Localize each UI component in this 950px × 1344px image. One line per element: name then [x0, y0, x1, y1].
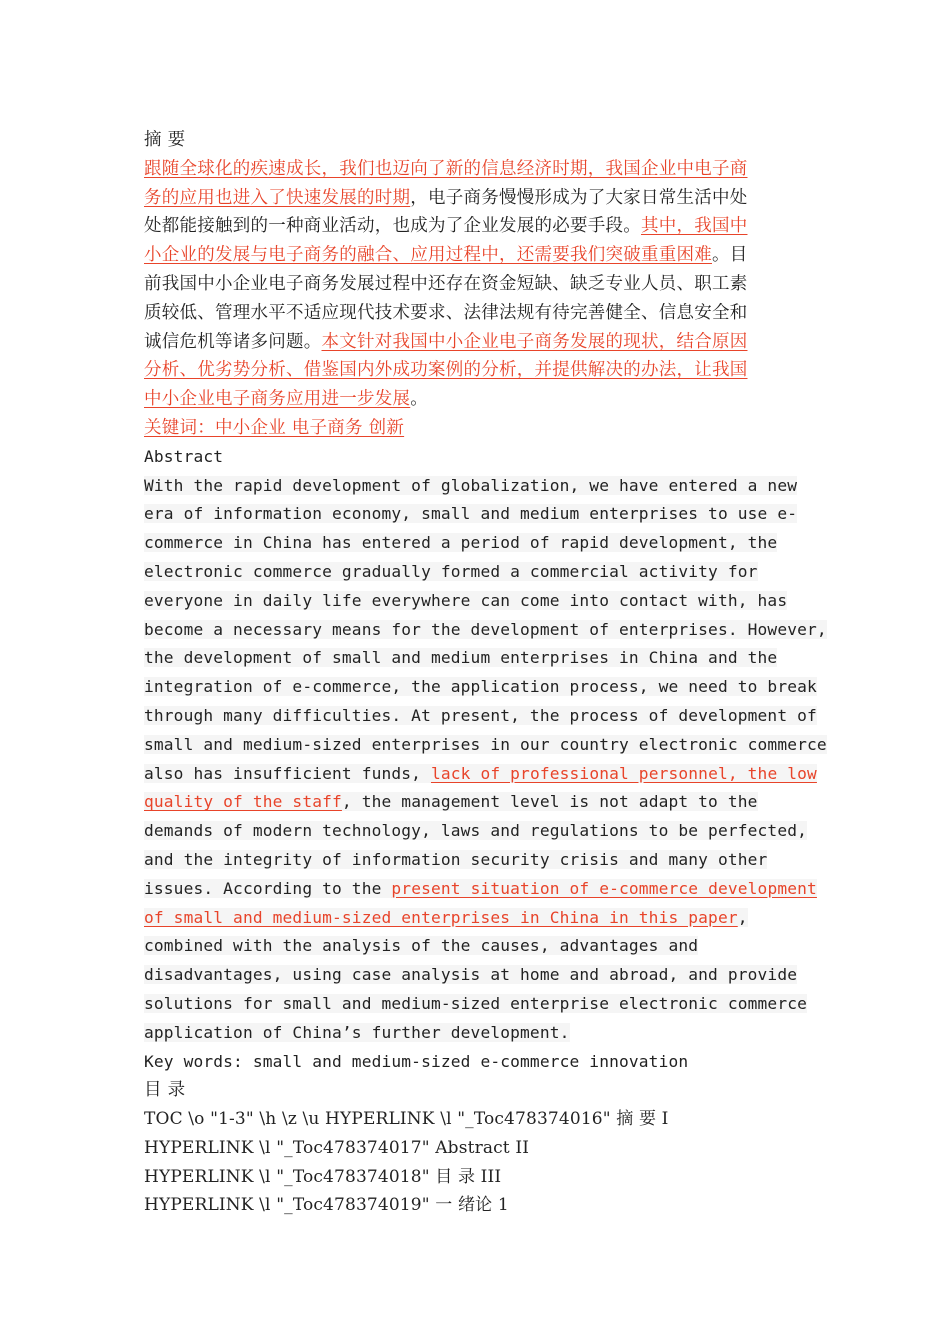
abstract-en-text: everyone in daily life everywhere can come into contact with, has	[144, 590, 788, 610]
abstract-cn-highlighted-text[interactable]: 中小企业电子商务应用进一步发展	[144, 389, 411, 410]
abstract-en-line	[144, 644, 810, 673]
abstract-en-text: through many difficulties. At present, the process of development of	[144, 705, 817, 725]
abstract-en-line	[144, 760, 817, 789]
abstract-en-line	[144, 817, 810, 846]
abstract-cn-highlighted-text[interactable]: 分析、优劣势分析、借鉴国内外成功案例的分析，并提供解决的办法，让我国	[144, 360, 748, 381]
abstract-en-line	[144, 587, 810, 616]
abstract-cn-line	[144, 270, 810, 299]
abstract-en-line	[144, 788, 810, 817]
abstract-en-text: combined with the analysis of the causes, advantages and	[144, 936, 699, 956]
abstract-en-line	[144, 616, 827, 645]
abstract-cn-line	[144, 241, 810, 270]
abstract-cn-line	[144, 212, 810, 241]
abstract-cn-line	[144, 299, 810, 328]
abstract-en-text: , the management level is not adapt to the	[341, 792, 758, 812]
abstract-en-line	[144, 529, 810, 558]
abstract-cn-line	[144, 328, 810, 357]
abstract-en-line	[144, 904, 810, 933]
abstract-en-text: and the integrity of information security crisis and many other	[144, 849, 768, 869]
abstract-en-text: ,	[737, 907, 748, 927]
abstract-cn-text: 。	[410, 389, 428, 410]
keywords-en: Key words: small and medium-sized e-commerce innovation	[144, 1051, 689, 1071]
abstract-cn-highlighted-text[interactable]: 务的应用也进入了快速发展的时期	[144, 187, 411, 208]
abstract-en-text: disadvantages, using case analysis at home and abroad, and provide	[144, 965, 798, 985]
abstract-cn-line	[144, 184, 810, 213]
abstract-en-line	[144, 702, 817, 731]
abstract-cn-body	[144, 155, 810, 414]
abstract-en-line	[144, 1019, 810, 1048]
abstract-en-highlighted-text[interactable]: lack of professional personnel, the low	[430, 763, 817, 783]
abstract-en-text: era of information economy, small and medium enterprises to use e-	[144, 504, 798, 524]
abstract-en-text: become a necessary means for the development of enterprises. However,	[144, 619, 827, 639]
document-page	[144, 126, 827, 1220]
keywords-cn: 关键词：中小企业 电子商务 创新	[144, 417, 405, 438]
abstract-cn-line	[144, 356, 810, 385]
abstract-cn-highlighted-text[interactable]: 其中，我国中	[641, 216, 748, 237]
abstract-cn-line	[144, 385, 810, 414]
abstract-en-line	[144, 846, 810, 875]
abstract-en-highlighted-text[interactable]: of small and medium-sized enterprises in China in this paper	[144, 907, 738, 927]
abstract-en-text: integration of e-commerce, the application process, we need to break	[144, 677, 817, 697]
toc-entry[interactable]: HYPERLINK \l "_Toc478374019" 一 绪论 1	[144, 1195, 509, 1216]
toc-entry[interactable]: HYPERLINK \l "_Toc478374018" 目 录 III	[144, 1166, 502, 1187]
abstract-en-line	[144, 673, 817, 702]
abstract-en-text: issues. According to the	[144, 878, 392, 898]
abstract-en-line	[144, 932, 810, 961]
abstract-en-line	[144, 472, 810, 501]
abstract-en-text: demands of modern technology, laws and regulations to be perfected,	[144, 821, 808, 841]
abstract-en-text: small and medium-sized enterprises in our country electronic commerce	[144, 734, 827, 754]
abstract-cn-text: 质较低、管理水平不适应现代技术要求、法律法规有待完善健全、信息安全和	[144, 302, 748, 323]
abstract-cn-text: 前我国中小企业电子商务发展过程中还存在资金短缺、缺乏专业人员、职工素	[144, 273, 748, 294]
abstract-en-highlighted-text[interactable]: quality of the staff	[144, 792, 342, 812]
abstract-en-line	[144, 990, 810, 1019]
abstract-en-highlighted-text[interactable]: present situation of e-commerce development	[391, 878, 817, 898]
abstract-en-text: solutions for small and medium-sized enterprise electronic commerce	[144, 993, 808, 1013]
abstract-en-text: With the rapid development of globalization, we have entered a new	[144, 475, 798, 495]
abstract-en-line	[144, 961, 810, 990]
abstract-cn-highlighted-text[interactable]: 跟随全球化的疾速成长，我们也迈向了新的信息经济时期，我国企业中电子商	[144, 158, 748, 179]
toc-entry[interactable]: HYPERLINK \l "_Toc478374017" Abstract II	[144, 1137, 530, 1158]
abstract-cn-text: 。目	[712, 245, 748, 266]
abstract-en-text: electronic commerce gradually formed a commercial activity for	[144, 561, 758, 581]
abstract-cn-text: ，电子商务慢慢形成为了大家日常生活中处	[410, 187, 748, 208]
abstract-en-text: commerce in China has entered a period of rapid development, the	[144, 533, 778, 553]
abstract-cn-highlighted-text[interactable]: 小企业的发展与电子商务的融合、应用过程中，还需要我们突破重重困难	[144, 245, 712, 266]
abstract-en-line	[144, 875, 817, 904]
abstract-cn-text: 诚信危机等诸多问题。	[144, 331, 322, 352]
abstract-cn-text: 处都能接触到的一种商业活动，也成为了企业发展的必要手段。	[144, 216, 641, 237]
abstract-cn-heading: 摘 要	[144, 130, 186, 150]
abstract-en-line	[144, 500, 810, 529]
abstract-cn-highlighted-text[interactable]: 本文针对我国中小企业电子商务发展的现状，结合原因	[321, 331, 748, 352]
toc-heading: 目 录	[144, 1080, 186, 1101]
abstract-en-body	[144, 472, 827, 1048]
abstract-en-line	[144, 731, 827, 760]
abstract-en-text: also has insufficient funds,	[144, 763, 431, 783]
abstract-en-text: the development of small and medium enterprises in China and the	[144, 648, 778, 668]
abstract-en-line	[144, 558, 810, 587]
abstract-cn-line	[144, 155, 810, 184]
toc-list	[144, 1105, 810, 1220]
toc-entry[interactable]: TOC \o "1-3" \h \z \u HYPERLINK \l "_Toc478374016" 摘 要 I	[144, 1109, 669, 1130]
abstract-en-heading: Abstract	[144, 446, 224, 466]
abstract-en-text: application of China’s further development.	[144, 1022, 570, 1042]
